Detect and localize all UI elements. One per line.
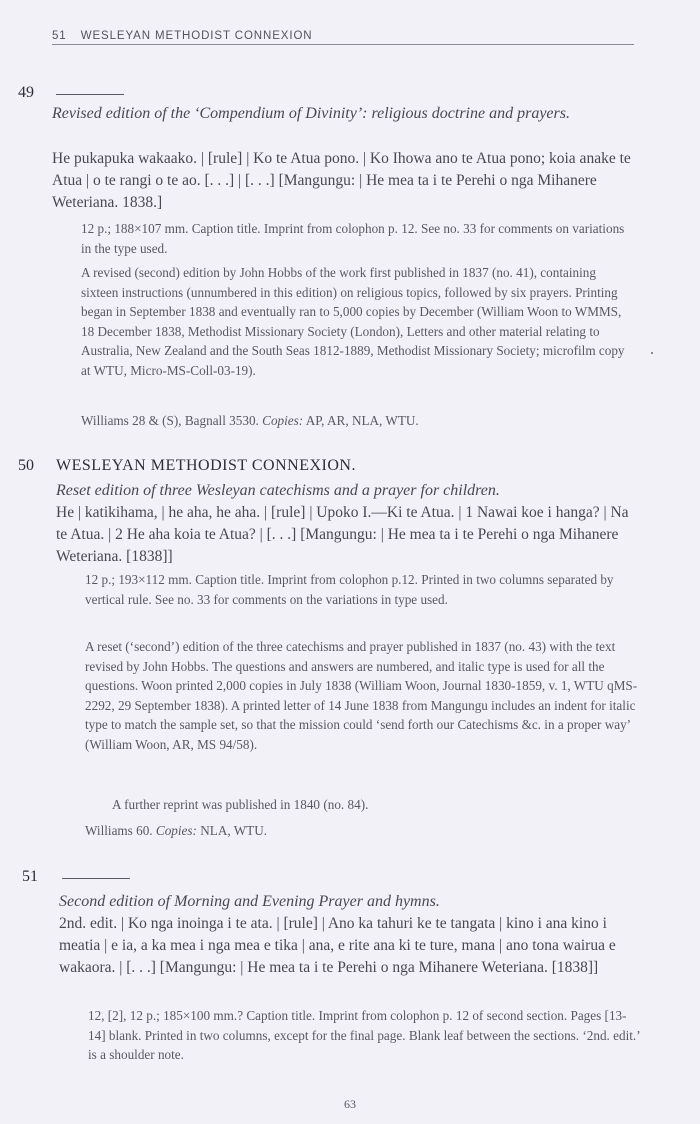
entry-reprint-note: A further reprint was published in 1840 (no. 84). [112, 797, 369, 812]
entry-description: Revised edition of the ‘Compendium of Divinity’: religious doctrine and prayers. [52, 105, 570, 122]
entry-refs: Williams 28 & (S), Bagnall 3530. [81, 413, 259, 428]
entry-physical-note: 12 p.; 188×107 mm. Caption title. Imprint from colophon p. 12. See no. 33 for comments on variations in the type used. [81, 221, 625, 256]
copies-list: AP, AR, NLA, WTU. [305, 413, 419, 428]
entry-transcription: He | katikihama, | he aha, he aha. | [rule] | Upoko I.—Ki te Atua. | 1 Nawai koe i hanga? | Na te Atua. | 2 He aha koia te Atua? | [. . .] [Mangungu: | He mea ta i te Perehi o nga Mihanere Weteriana. [1838]] [56, 504, 629, 565]
margin-mark [651, 352, 653, 354]
entry-references [85, 821, 640, 841]
entry-references [81, 411, 636, 431]
entry-heading-rule [62, 878, 130, 879]
page-number: 63 [344, 1097, 356, 1111]
header-title: WESLEYAN METHODIST CONNEXION [80, 30, 313, 42]
entry-physical-note: 12 p.; 193×112 mm. Caption title. Imprint from colophon p.12. Printed in two columns separated by vertical rule. See no. 33 for comments on the variations in type used. [85, 572, 614, 607]
entry-number: 49 [18, 84, 34, 101]
entry-description: Reset edition of three Wesleyan catechisms and a prayer for children. [56, 482, 500, 499]
entry-transcription: He pukapuka wakaako. | [rule] | Ko te Atua pono. | Ko Ihowa ano te Atua pono; koia anake te Atua | o te rangi o te ao. [. . .] | [. . .] [Mangungu: | He mea ta i te Perehi o nga Mihanere Weteriana. 1838.] [52, 150, 631, 211]
copies-label: Copies: [155, 823, 197, 838]
entry-history-note: A revised (second) edition by John Hobbs of the work first published in 1837 (no. 41), containing sixteen instructions (unnumbered in this edition) on religious topics, followed by six prayers. Printing began in September 1838 and eventually ran to 5,000 copies by December (William Woon to WMMS, 18 December 1838, Methodist Missionary Society (London), Letters and other material relating to Australia, New Zealand and the South Seas 1812-1889, Methodist Missionary Society; microfilm copy at WTU, Micro-MS-Coll-03-19). [81, 265, 625, 378]
header-page-number: 51 [52, 30, 67, 42]
entry-history-note: A reset (‘second’) edition of the three catechisms and prayer published in 1837 (no. 43) with the text revised by John Hobbs. The questions and answers are numbered, and italic type is used for all the questions. Woon printed 2,000 copies in July 1838 (William Woon, Journal 1830-1859, v. 1, WTU qMS-2292, 29 September 1838). A printed letter of 14 June 1838 from Mangungu includes an indent for italic type to match the sample set, so that the mission could ‘send forth our Catechisms &c. in a proper way’ (William Woon, AR, MS 94/58). [85, 639, 638, 752]
copies-label: Copies: [262, 413, 304, 428]
entry-physical-note: 12, [2], 12 p.; 185×100 mm.? Caption title. Imprint from colophon p. 12 of second section. Pages [13-14] blank. Printed in two columns, except for the final page. Blank leaf between the sections. ‘2nd. edit.’ is a shoulder note. [88, 1008, 640, 1062]
entry-heading: WESLEYAN METHODIST CONNEXION. [56, 457, 356, 474]
entry-heading-rule [56, 94, 124, 95]
entry-number: 50 [18, 457, 34, 474]
running-header [52, 30, 634, 45]
entry-description: Second edition of Morning and Evening Prayer and hymns. [59, 893, 440, 910]
entry-transcription: 2nd. edit. | Ko nga inoinga i te ata. | [rule] | Ano ka tahuri ke te tangata | kino i ana kino i meatia | e ia, a ka mea i nga mea e tika | ana, e rite ana ki te ture, mana | ano tona wairua e wakaora. | [. . .] [Mangungu: | He mea ta i te Perehi o nga Mihanere Weteriana. [1838]] [59, 915, 616, 976]
copies-list: NLA, WTU. [200, 823, 268, 838]
entry-refs: Williams 60. [85, 823, 153, 838]
entry-number: 51 [22, 868, 38, 885]
